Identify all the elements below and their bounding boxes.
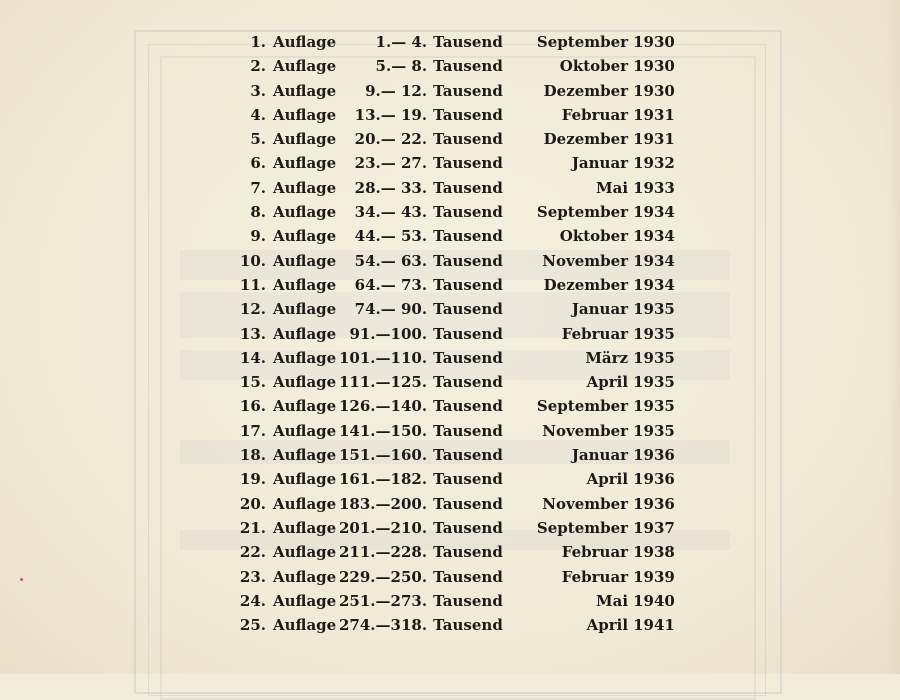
copies-unit: Tausend <box>433 275 503 294</box>
edition-row <box>232 370 675 394</box>
edition-number: 5. <box>250 130 266 149</box>
print-year: 1931 <box>633 105 675 124</box>
copies-range: 91.—100. <box>349 324 428 343</box>
edition-label: Auflage <box>273 324 337 343</box>
edition-label: Auflage <box>273 591 337 610</box>
edition-row <box>232 79 675 103</box>
print-year: 1931 <box>633 130 675 149</box>
edition-label: Auflage <box>273 397 337 416</box>
print-year: 1935 <box>633 300 675 319</box>
edition-label: Auflage <box>273 446 337 465</box>
copies-unit: Tausend <box>433 543 503 562</box>
print-year: 1935 <box>633 397 675 416</box>
copies-range: 44.— 53. <box>354 227 428 246</box>
edition-row <box>232 565 675 589</box>
print-month: September <box>536 397 629 416</box>
print-month: Februar <box>561 105 629 124</box>
edition-row <box>232 516 675 540</box>
edition-number: 17. <box>239 421 266 440</box>
copies-unit: Tausend <box>433 373 503 392</box>
copies-unit: Tausend <box>433 348 503 367</box>
edition-row <box>232 540 675 564</box>
edition-number: 21. <box>239 518 266 537</box>
copies-range: 211.—228. <box>339 543 428 562</box>
copies-unit: Tausend <box>433 494 503 513</box>
edition-row <box>232 346 675 370</box>
print-month: Oktober <box>559 57 629 76</box>
edition-label: Auflage <box>273 203 337 222</box>
copies-unit: Tausend <box>433 130 503 149</box>
edition-label: Auflage <box>273 105 337 124</box>
edition-number: 10. <box>239 251 266 270</box>
copies-range: 141.—150. <box>339 421 428 440</box>
print-month: Mai <box>596 178 629 197</box>
print-month: Dezember <box>543 130 629 149</box>
print-month: April <box>586 373 629 392</box>
edition-row <box>232 419 675 443</box>
ink-speck <box>20 578 23 581</box>
copies-unit: Tausend <box>433 81 503 100</box>
print-year: 1930 <box>633 81 675 100</box>
copies-unit: Tausend <box>433 397 503 416</box>
edition-number: 12. <box>239 300 266 319</box>
edition-number: 6. <box>250 154 266 173</box>
edition-number: 8. <box>250 203 266 222</box>
print-month: April <box>586 616 629 635</box>
copies-unit: Tausend <box>433 178 503 197</box>
copies-range: 201.—210. <box>339 518 428 537</box>
print-month: Mai <box>596 591 629 610</box>
edition-number: 19. <box>239 470 266 489</box>
print-month: Oktober <box>559 227 629 246</box>
copies-range: 74.— 90. <box>354 300 428 319</box>
edition-number: 14. <box>239 348 266 367</box>
copies-range: 111.—125. <box>339 373 428 392</box>
print-year: 1940 <box>633 591 675 610</box>
copies-range: 126.—140. <box>339 397 428 416</box>
edition-row <box>232 443 675 467</box>
copies-range: 34.— 43. <box>354 203 428 222</box>
print-month: Januar <box>571 300 629 319</box>
page-edge-shade <box>886 0 900 674</box>
print-year: 1936 <box>633 470 675 489</box>
print-month: November <box>542 421 629 440</box>
edition-label: Auflage <box>273 348 337 367</box>
edition-number: 15. <box>239 373 266 392</box>
copies-range: 151.—160. <box>339 446 428 465</box>
print-year: 1939 <box>633 567 675 586</box>
copies-unit: Tausend <box>433 446 503 465</box>
edition-label: Auflage <box>273 518 337 537</box>
print-year: 1935 <box>633 373 675 392</box>
copies-range: 13.— 19. <box>354 105 428 124</box>
copies-unit: Tausend <box>433 518 503 537</box>
edition-number: 11. <box>239 275 266 294</box>
edition-row <box>232 492 675 516</box>
edition-label: Auflage <box>273 154 337 173</box>
print-month: September <box>536 203 629 222</box>
edition-row <box>232 394 675 418</box>
edition-number: 4. <box>250 105 266 124</box>
edition-number: 1. <box>250 33 266 51</box>
print-year: 1935 <box>633 421 675 440</box>
print-year: 1936 <box>633 494 675 513</box>
print-month: Januar <box>571 446 629 465</box>
edition-number: 18. <box>239 446 266 465</box>
print-year: 1932 <box>633 154 675 173</box>
edition-row <box>232 297 675 321</box>
print-year: 1938 <box>633 543 675 562</box>
copies-unit: Tausend <box>433 567 503 586</box>
print-year: 1930 <box>633 33 675 51</box>
copies-unit: Tausend <box>433 324 503 343</box>
print-month: November <box>542 251 629 270</box>
copies-unit: Tausend <box>433 251 503 270</box>
print-month: September <box>536 518 629 537</box>
edition-number: 20. <box>239 494 266 513</box>
edition-label: Auflage <box>273 251 337 270</box>
edition-label: Auflage <box>273 130 337 149</box>
print-year: 1936 <box>633 446 675 465</box>
edition-label: Auflage <box>273 543 337 562</box>
edition-label: Auflage <box>273 81 337 100</box>
copies-range: 251.—273. <box>339 591 428 610</box>
edition-label: Auflage <box>273 178 337 197</box>
edition-row <box>232 30 675 54</box>
edition-label: Auflage <box>273 300 337 319</box>
copies-range: 1.— 4. <box>375 33 428 51</box>
copies-unit: Tausend <box>433 203 503 222</box>
editions-table-body <box>232 30 675 637</box>
copies-unit: Tausend <box>433 57 503 76</box>
edition-label: Auflage <box>273 33 337 51</box>
copies-unit: Tausend <box>433 616 503 635</box>
edition-label: Auflage <box>273 373 337 392</box>
copies-unit: Tausend <box>433 421 503 440</box>
edition-number: 22. <box>239 543 266 562</box>
copies-range: 64.— 73. <box>354 275 428 294</box>
edition-row <box>232 127 675 151</box>
edition-row <box>232 273 675 297</box>
copies-unit: Tausend <box>433 227 503 246</box>
print-year: 1934 <box>633 251 675 270</box>
copies-range: 183.—200. <box>339 494 428 513</box>
edition-number: 3. <box>250 81 266 100</box>
print-year: 1930 <box>633 57 675 76</box>
copies-range: 5.— 8. <box>375 57 428 76</box>
edition-label: Auflage <box>273 275 337 294</box>
print-year: 1937 <box>633 518 675 537</box>
edition-row <box>232 54 675 78</box>
copies-unit: Tausend <box>433 591 503 610</box>
copies-unit: Tausend <box>433 33 503 51</box>
copies-range: 101.—110. <box>339 348 428 367</box>
edition-number: 23. <box>239 567 266 586</box>
copies-unit: Tausend <box>433 154 503 173</box>
copies-range: 161.—182. <box>339 470 428 489</box>
edition-number: 25. <box>239 616 266 635</box>
copies-range: 23.— 27. <box>354 154 428 173</box>
edition-number: 2. <box>250 57 266 76</box>
edition-row <box>232 589 675 613</box>
editions-table <box>232 30 675 637</box>
print-year: 1935 <box>633 348 675 367</box>
print-month: Februar <box>561 567 629 586</box>
edition-row <box>232 224 675 248</box>
edition-row <box>232 249 675 273</box>
print-year: 1934 <box>633 227 675 246</box>
copies-unit: Tausend <box>433 105 503 124</box>
print-year: 1933 <box>633 178 675 197</box>
print-month: April <box>586 470 629 489</box>
edition-number: 13. <box>239 324 266 343</box>
edition-row <box>232 151 675 175</box>
copies-range: 20.— 22. <box>354 130 428 149</box>
edition-row <box>232 613 675 637</box>
print-month: März <box>585 348 629 367</box>
copies-range: 274.—318. <box>339 616 428 635</box>
edition-row <box>232 200 675 224</box>
print-month: Dezember <box>543 275 629 294</box>
edition-label: Auflage <box>273 567 337 586</box>
print-year: 1934 <box>633 275 675 294</box>
edition-row <box>232 322 675 346</box>
copies-unit: Tausend <box>433 470 503 489</box>
print-year: 1941 <box>633 616 675 635</box>
copies-unit: Tausend <box>433 300 503 319</box>
copies-range: 9.— 12. <box>365 81 428 100</box>
copies-range: 229.—250. <box>339 567 428 586</box>
edition-number: 16. <box>239 397 266 416</box>
edition-row <box>232 103 675 127</box>
edition-label: Auflage <box>273 57 337 76</box>
print-year: 1934 <box>633 203 675 222</box>
edition-row <box>232 467 675 491</box>
edition-label: Auflage <box>273 227 337 246</box>
edition-label: Auflage <box>273 421 337 440</box>
print-month: September <box>536 33 629 51</box>
edition-label: Auflage <box>273 616 337 635</box>
copies-range: 54.— 63. <box>354 251 428 270</box>
edition-number: 7. <box>250 178 266 197</box>
edition-number: 9. <box>250 227 266 246</box>
print-month: Dezember <box>543 81 629 100</box>
print-month: Februar <box>561 324 629 343</box>
edition-label: Auflage <box>273 470 337 489</box>
print-month: November <box>542 494 629 513</box>
edition-row <box>232 176 675 200</box>
print-year: 1935 <box>633 324 675 343</box>
edition-number: 24. <box>239 591 266 610</box>
print-month: Januar <box>571 154 629 173</box>
copies-range: 28.— 33. <box>354 178 428 197</box>
print-month: Februar <box>561 543 629 562</box>
edition-label: Auflage <box>273 494 337 513</box>
